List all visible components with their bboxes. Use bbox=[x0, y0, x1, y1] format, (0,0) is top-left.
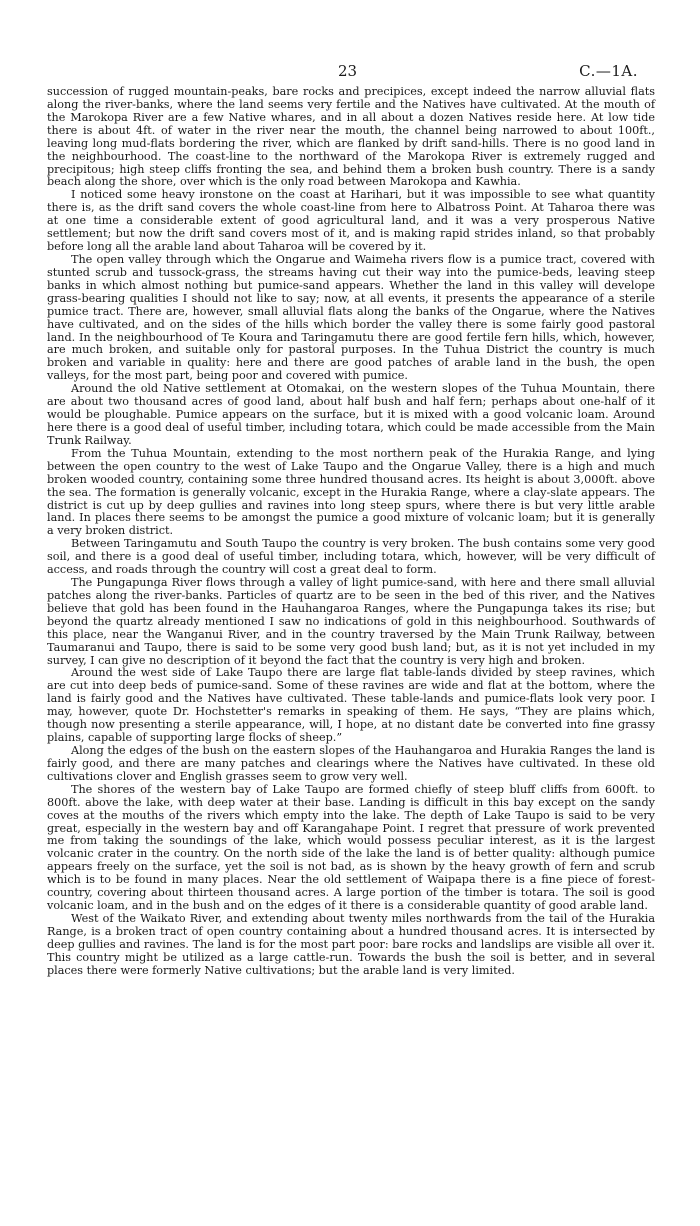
paragraph: succession of rugged mountain-peaks, bare rocks and precipices, except indeed the narrow alluvial flats along the river-banks, where the land seems very fertile and the Natives have cultivated. At the mouth of the Marokopa River are a few Native whares, and in all about a dozen Natives reside here. At low tide there is about 4ft. of water in the river near the mouth, the channel being narrowed to about 100ft., leaving long mud-flats bordering the river, which are flanked by drift sand-hills. There is no good land in the neighbourhood. The coast-line to the northward of the Marokopa River is extremely rugged and precipitous; high steep cliffs fronting the sea, and behind them a broken bush country. There is a sandy beach along the shore, over which is the only road between Marokopa and Kawhia. bbox=[47, 85, 655, 189]
paragraph: Between Taringamutu and South Taupo the country is very broken. The bush contains some very good soil, and there is a good deal of useful timber, including totara, which, however, will be very difficult of access, and roads through the country will cost a great deal to form. bbox=[47, 537, 655, 577]
paragraph: Around the old Native settlement at Otomakai, on the western slopes of the Tuhua Mountain, there are about two thousand acres of good land, about half bush and half fern; perhaps about one-half of it would be ploughable. Pumice appears on the surface, but it is mixed with a good volcanic loam. Around here there is a good deal of useful timber, including totara, which could be made accessible from the Main Trunk Railway. bbox=[47, 382, 655, 447]
paragraph: From the Tuhua Mountain, extending to the most northern peak of the Hurakia Range, and lying between the open country to the west of Lake Taupo and the Ongarue Valley, there is a high and much broken wooded country, containing some three hundred thousand acres. Its height is about 3,000ft. above the sea. The formation is generally volcanic, except in the Hurakia Range, where a clay-slate appears. The district is cut up by deep gullies and ravines into long steep spurs, where there is but very little arable land. In places there seems to be amongst the pumice a good mixture of volcanic loam; but it is generally a very broken district. bbox=[47, 446, 655, 538]
paragraph: The open valley through which the Ongarue and Waimeha rivers flow is a pumice tract, covered with stunted scrub and tussock-grass, the streams having cut their way into the pumice-beds, leaving steep banks in which almost nothing but pumice-sand appears. Whether the land in this valley will develope grass-bearing qualities I should not like to say; now, at all events, it presents the appearance of a sterile pumice tract. There are, however, small alluvial flats along the banks of the Ongarue, where the Natives have cultivated, and on the sides of the hills which border the valley there is some fairly good pastoral land. In the neighbourhood of Te Koura and Taringamutu there are good fertile fern hills, which, however, are much broken, and suitable only for pastoral purposes. In the Tuhua District the country is much broken and variable in quality: here and there are good patches of arable land in the bush, the open valleys, for the most part, being poor and covered with pumice. bbox=[47, 252, 655, 383]
paragraph: The shores of the western bay of Lake Taupo are formed chiefly of steep bluff cliffs from 600ft. to 800ft. above the lake, with deep water at their base. Landing is difficult in this bay except on the sandy coves at the mouths of the rivers which empty into the lake. The depth of Lake Taupo is said to be very great, especially in the western bay and off Karangahape Point. I regret that pressure of work prevented me from taking the soundings of the lake, which would possess peculiar interest, as it is the largest volcanic crater in the country. On the north side of the lake the land is of better quality: although pumice appears freely on the surface, yet the soil is not bad, as is shown by the heavy growth of fern and scrub which is to be found in many places. Near the old settlement of Waipapa there is a fine piece of forest-country, covering about thirteen thousand acres. A large portion of the timber is totara. The soil is good volcanic loam, and in the bush and on the edges of it there is a considerable quantity of good arable land. bbox=[47, 782, 655, 913]
paragraph: Along the edges of the bush on the eastern slopes of the Hauhangaroa and Hurakia Ranges the land is fairly good, and there are many patches and clearings where the Natives have cultivated. In these old cultivations clover and English grasses seem to grow very well. bbox=[47, 744, 655, 783]
document-reference: C.—1A. bbox=[579, 62, 638, 80]
page-header bbox=[0, 62, 700, 82]
paragraph: West of the Waikato River, and extending about twenty miles northwards from the tail of the Hurakia Range, is a broken tract of open country containing about a hundred thousand acres. It is intersected by deep gullies and ravines. The land is for the most part poor: bare rocks and landslips are visible all over it. This country might be utilized as a large cattle-run. Towards the bush the soil is better, and in several places there were formerly Native cultivations; but the arable land is very limited. bbox=[47, 912, 655, 977]
paragraph: The Pungapunga River flows through a valley of light pumice-sand, with here and there small alluvial patches along the river-banks. Particles of quartz are to be seen in the bed of this river, and the Natives believe that gold has been found in the Hauhangaroa Ranges, where the Pungapunga takes its rise; but beyond the quartz already mentioned I saw no indications of gold in this neighbourhood. Southwards of this place, near the Wanganui River, and in the country traversed by the Main Trunk Railway, between Taumaranui and Taupo, there is said to be some very good bush land; but, as it is not yet included in my survey, I can give no description of it beyond the fact that the country is very high and broken. bbox=[47, 576, 655, 667]
paragraph: I noticed some heavy ironstone on the coast at Harihari, but it was impossible to see what quantity there is, as the drift sand covers the whole coast-line from here to Albatross Point. At Taharoa there was at one time a considerable extent of good agricultural land, and it was a very prosperous Native settlement; but now the drift sand covers most of it, and is making rapid strides inland, so that probably before long all the arable land about Taharoa will be covered by it. bbox=[47, 188, 655, 254]
page-number: 23 bbox=[338, 62, 358, 80]
body-text bbox=[47, 86, 655, 978]
paragraph: Around the west side of Lake Taupo there are large flat table-lands divided by steep ravines, which are cut into deep beds of pumice-sand. Some of these ravines are wide and flat at the bottom, where the land is fairly good and the Natives have cultivated. These table-lands and pumice-flats look very poor. I may, however, quote Dr. Hochstetter's remarks in speaking of them. He says, “They are plains which, though now presenting a sterile appearance, will, I hope, at no distant date be converted into fine grassy plains, capable of supporting large flocks of sheep.” bbox=[47, 666, 655, 745]
